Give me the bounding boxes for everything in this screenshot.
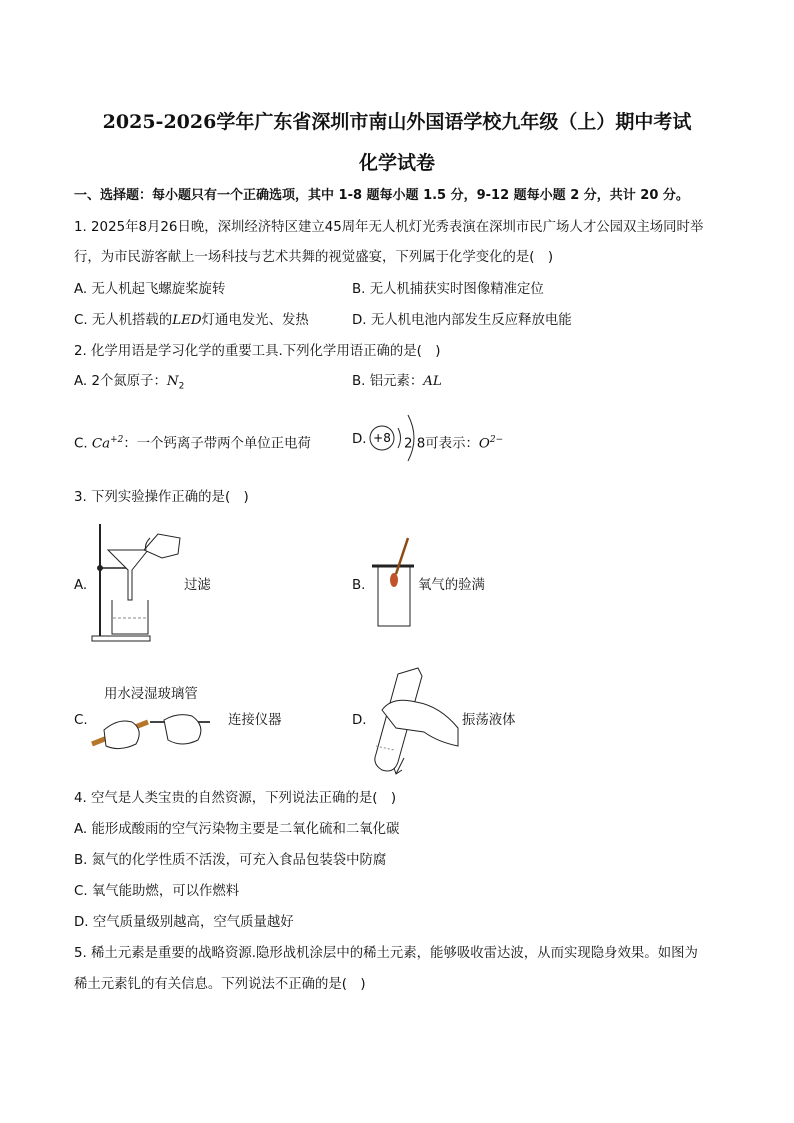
q5-stem-line1: 5. 稀土元素是重要的战略资源.隐形战机涂层中的稀土元素，能够吸收雷达波，从而实现隐身效果。如图为: [74, 946, 698, 961]
q3-option-c-label: C.: [74, 713, 88, 728]
q4-option-b: B. 氮气的化学性质不活泼，可充入食品包装袋中防腐: [74, 853, 387, 868]
shaking-liquid-illustration: [368, 666, 462, 778]
q3-stem: 3. 下列实验操作正确的是( ): [74, 490, 249, 505]
page-title: 2025-2026学年广东省深圳市南山外国语学校九年级（上）期中考试: [102, 111, 692, 133]
q1-stem-line1: 1. 2025年8月26日晚，深圳经济特区建立45周年无人机灯光秀表演在深圳市民广场人才公园双主场同时举: [74, 220, 704, 235]
q5-stem-line2: 稀土元素钆的有关信息。下列说法不正确的是( ): [74, 977, 366, 992]
q3-option-b-label: B.: [352, 578, 366, 593]
q4-stem: 4. 空气是人类宝贵的自然资源，下列说法正确的是( ): [74, 791, 397, 806]
q1-option-b: B. 无人机捕获实时图像精准定位: [352, 282, 544, 297]
q3-option-a-label: A.: [74, 578, 88, 593]
q3-option-d-label: D.: [352, 713, 367, 728]
q3-option-a-caption: 过滤: [184, 578, 211, 593]
q2-option-c: C. $Ca^{+2}$：一个钙离子带两个单位正电荷: [74, 435, 311, 452]
q1-option-c: C. 无人机搭载的LED灯通电发光、发热: [74, 313, 309, 328]
q1-stem-line2: 行，为市民游客献上一场科技与艺术共舞的视觉盛宴，下列属于化学变化的是( ): [74, 250, 554, 265]
q3-option-d-caption: 振荡液体: [462, 713, 516, 728]
page-subtitle: 化学试卷: [358, 152, 435, 174]
oxygen-test-illustration: [368, 536, 420, 631]
q4-option-a: A. 能形成酸雨的空气污染物主要是二氧化硫和二氧化碳: [74, 822, 400, 837]
section-heading: 一、选择题：每小题只有一个正确选项，其中 1-8 题每小题 1.5 分，9-12 题每小题 2 分，共计 20 分。: [74, 188, 689, 203]
q3-option-c-top-caption: 用水浸湿玻璃管: [104, 687, 198, 702]
svg-text:+8: +8: [373, 431, 391, 445]
q4-option-c: C. 氧气能助燃，可以作燃料: [74, 884, 240, 899]
q4-option-d: D. 空气质量级别越高，空气质量越好: [74, 915, 294, 930]
q3-option-b-caption: 氧气的验满: [418, 578, 485, 593]
connecting-tube-illustration: [88, 700, 212, 754]
q2-option-a: A. 2个氮原子：$N_2$: [74, 374, 185, 392]
q3-option-c-caption: 连接仪器: [228, 713, 282, 728]
q1-option-d: D. 无人机电池内部发生反应释放电能: [352, 313, 572, 328]
q2-stem: 2. 化学用语是学习化学的重要工具.下列化学用语正确的是( ): [74, 344, 441, 359]
q2-option-d-label: D.: [352, 432, 367, 447]
q2-option-d-text: 2 8可表示：$O^{2-}$: [404, 435, 504, 452]
q1-option-a: A. 无人机起飞螺旋桨旋转: [74, 282, 226, 297]
q2-option-b: B. 铝元素：AL: [352, 374, 442, 389]
filtration-illustration: [86, 520, 186, 645]
